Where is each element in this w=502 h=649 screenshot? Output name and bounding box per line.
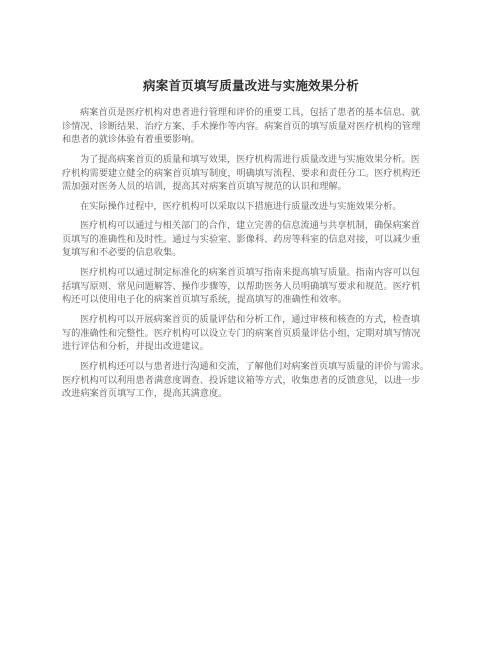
paragraph-line: 需加强对医务人员的培训，提高其对病案首页填写规范的认识和理解。 xyxy=(62,181,347,193)
document-title: 病案首页填写质量改进与实施效果分析 xyxy=(143,78,359,93)
paragraph-line: 医疗机构可以开展病案首页的质量评估和分析工作，通过审核和核查的方式，检查填 xyxy=(80,314,420,325)
paragraph-3 xyxy=(62,200,440,214)
paragraph-6 xyxy=(62,313,440,354)
paragraph-line: 医疗机构可以通过与相关部门的合作，建立完善的信息流通与共享机制，确保病案首 xyxy=(80,220,420,231)
paragraph-5 xyxy=(62,266,440,307)
paragraph-line: 和患者的就诊体验有着重要影响。 xyxy=(62,134,200,146)
paragraph-line: 为了提高病案首页的质量和填写效果，医疗机构需进行质量改进与实施效果分析。医 xyxy=(80,154,420,165)
paragraph-1 xyxy=(62,106,440,147)
paragraph-line: 写的准确性和完整性。医疗机构可以设立专门的病案首页质量评估小组，定期对填写情况 xyxy=(62,327,421,339)
paragraph-7 xyxy=(62,360,440,401)
paragraph-line: 进行评估和分析，并提出改进建议。 xyxy=(62,341,209,353)
paragraph-line: 构还可以使用电子化的病案首页填写系统，提高填写的准确性和效率。 xyxy=(62,294,347,306)
paragraph-line: 疗机构需要建立健全的病案首页填写制度，明确填写流程、要求和责任分工。医疗机构还 xyxy=(62,167,421,179)
paragraph-line: 诊情况、诊断结果、治疗方案、手术操作等内容。病案首页的填写质量对医疗机构的管理 xyxy=(62,120,421,132)
paragraph-line: 医疗机构可以通过制定标准化的病案首页填写指南来提高填写质量。指南内容可以包 xyxy=(80,267,420,278)
paragraph-line: 复填写和不必要的信息收集。 xyxy=(62,247,182,259)
paragraph-line: 括填写原则、常见问题解答、操作步骤等，以帮助医务人员明确填写要求和规范。医疗机 xyxy=(62,280,421,292)
paragraph-line: 医疗机构可以利用患者满意度调查、投诉建议箱等方式，收集患者的反馈意见，以进一步 xyxy=(62,374,421,386)
paragraph-line: 页填写的准确性和及时性。通过与实验室、影像科、药房等科室的信息对接，可以减少重 xyxy=(62,233,421,245)
paragraph-2 xyxy=(62,153,440,194)
paragraph-line: 病案首页是医疗机构对患者进行管理和评价的重要工具，包括了患者的基本信息、就 xyxy=(80,107,420,118)
paragraph-line: 在实际操作过程中，医疗机构可以采取以下措施进行质量改进与实施效果分析。 xyxy=(80,201,402,212)
paragraph-line: 改进病案首页填写工作，提高其满意度。 xyxy=(62,388,228,400)
paragraph-line: 医疗机构还可以与患者进行沟通和交流，了解他们对病案首页填写质量的评价与需求。 xyxy=(80,361,430,372)
paragraph-4 xyxy=(62,219,440,260)
